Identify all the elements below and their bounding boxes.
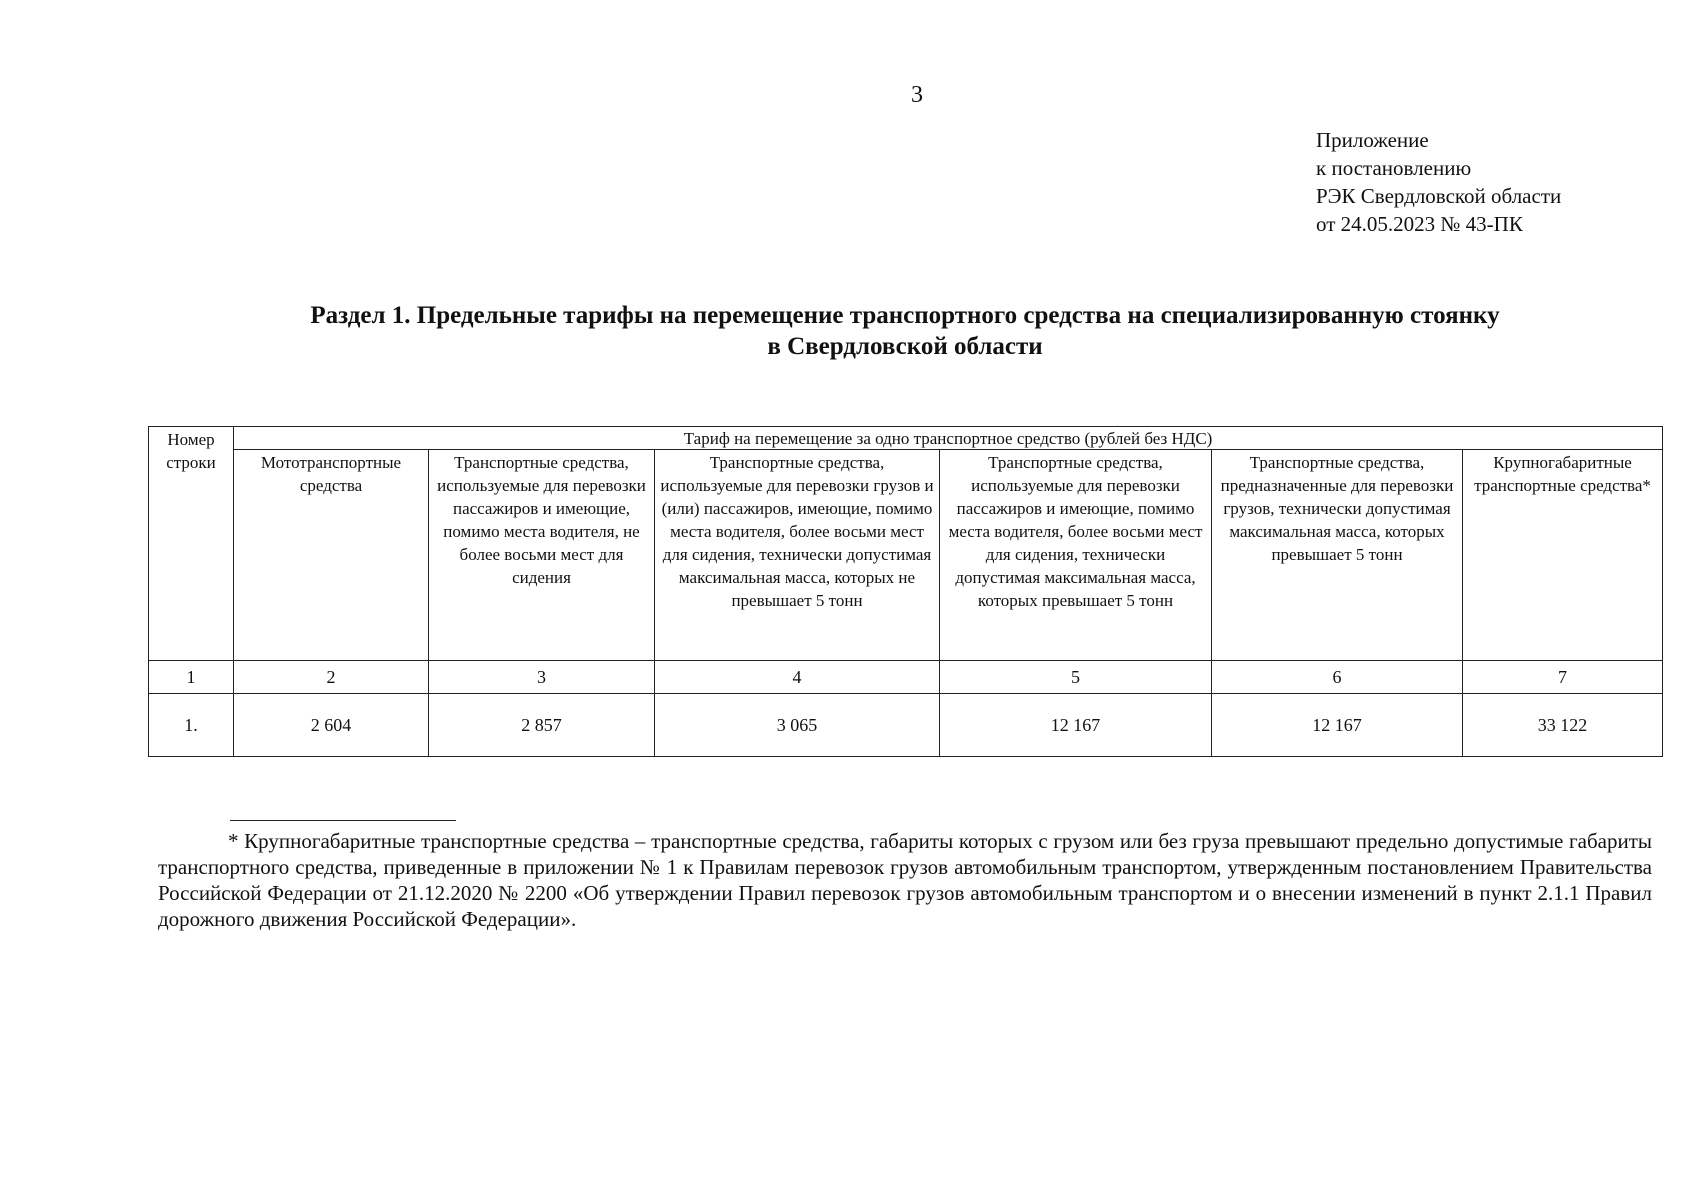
- column-index: 3: [429, 661, 655, 694]
- section-title: [150, 300, 1660, 362]
- column-header-over-8-up-to-5t: Транспортные средства, используемые для перевозки грузов и (или) пассажиров, имеющие, помимо места водителя, более восьми мест для сидения, технически допустимая максимальная масса, которых не превышает 5 тонн: [655, 450, 940, 661]
- table-subheader-row: [149, 450, 1663, 661]
- tariff-value: 2 604: [234, 694, 429, 757]
- appendix-line-3: РЭК Свердловской области: [1316, 184, 1562, 208]
- column-header-oversized: Крупногабаритные транспортные средства*: [1463, 450, 1663, 661]
- tariff-group-header: Тариф на перемещение за одно транспортное средство (рублей без НДС): [234, 427, 1663, 450]
- row-number: 1.: [149, 694, 234, 757]
- footnote: * Крупногабаритные транспортные средства – транспортные средства, габариты которых с грузом или без груза превышают предельно допустимые габариты транспортного средства, приведенные в приложении № 1 к Правилам перевозок грузов автомобильным транспортом, утвержденным постановлением Правительства Российской Федерации от 21.12.2020 № 2200 «Об утверждении Правил перевозок грузов автомобильным транспортом и о внесении изменений в пункт 2.1.1 Правил дорожного движения Российской Федерации».: [158, 829, 1652, 931]
- appendix-line-2: к постановлению: [1316, 156, 1472, 180]
- tariff-value: 3 065: [655, 694, 940, 757]
- column-header-passenger-up-to-8: Транспортные средства, используемые для перевозки пассажиров и имеющие, помимо места водителя, не более восьми мест для сидения: [429, 450, 655, 661]
- section-title-line-1: Раздел 1. Предельные тарифы на перемещение транспортного средства на специализированную стоянку: [310, 302, 1500, 329]
- tariff-table: [148, 426, 1663, 757]
- column-header-motorcycles: Мототранспортные средства: [234, 450, 429, 661]
- column-header-cargo-over-5t: Транспортные средства, предназначенные для перевозки грузов, технически допустимая максимальная масса, которых превышает 5 тонн: [1212, 450, 1463, 661]
- table-row: [149, 694, 1663, 757]
- page-number: 3: [911, 82, 923, 108]
- section-title-line-2: в Свердловской области: [767, 333, 1043, 360]
- footnote-divider: [230, 820, 456, 821]
- appendix-block: [1316, 126, 1561, 238]
- appendix-line-1: Приложение: [1316, 128, 1429, 152]
- appendix-line-4: от 24.05.2023 № 43-ПК: [1316, 212, 1523, 236]
- column-index: 1: [149, 661, 234, 694]
- tariff-value: 12 167: [940, 694, 1212, 757]
- tariff-value: 2 857: [429, 694, 655, 757]
- column-header-passenger-over-5t: Транспортные средства, используемые для перевозки пассажиров и имеющие, помимо места водителя, более восьми мест для сидения, технически допустимая максимальная масса, которых превышает 5 тонн: [940, 450, 1212, 661]
- table-header-row: [149, 427, 1663, 450]
- tariff-value: 12 167: [1212, 694, 1463, 757]
- column-index: 5: [940, 661, 1212, 694]
- column-index: 7: [1463, 661, 1663, 694]
- tariff-value: 33 122: [1463, 694, 1663, 757]
- row-number-header: Номер строки: [149, 427, 234, 661]
- column-index-row: [149, 661, 1663, 694]
- column-index: 6: [1212, 661, 1463, 694]
- column-index: 2: [234, 661, 429, 694]
- column-index: 4: [655, 661, 940, 694]
